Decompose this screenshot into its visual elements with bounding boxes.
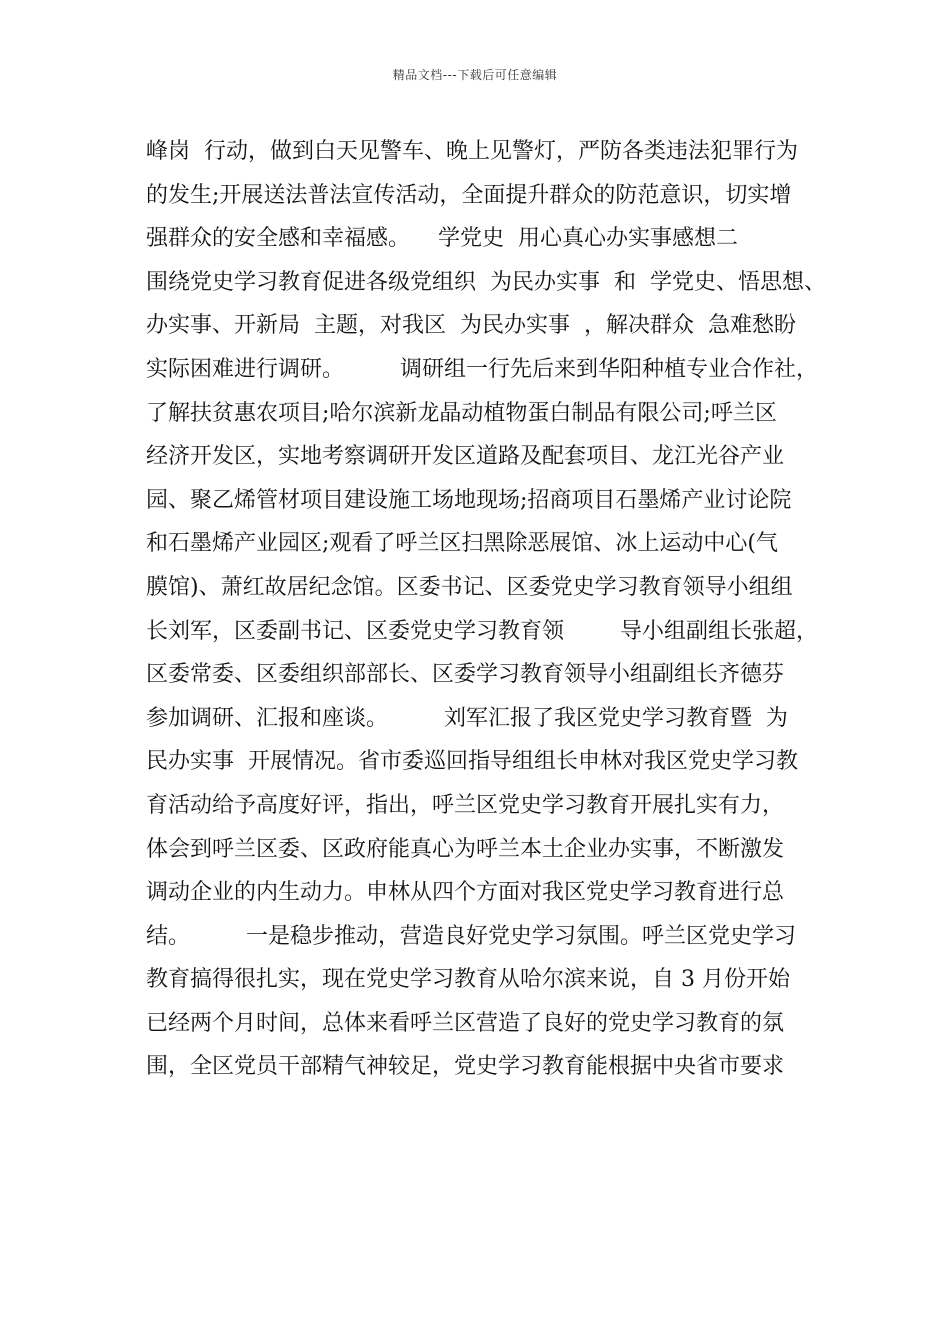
text-line: 围绕党史学习教育促进各级党组织 为民办实事 和 学党史、悟思想、: [146, 269, 826, 295]
text-line: 区委常委、区委组织部部长、区委学习教育领导小组副组长齐德芬: [146, 662, 785, 688]
text-line: 长刘军，区委副书记、区委党史学习教育领 导小组副组长张超，: [146, 618, 818, 644]
text-line: 围，全区党员干部精气神较足，党史学习教育能根据中央省市要求: [146, 1054, 785, 1080]
text-line: 和石墨烯产业园区;观看了呼兰区扫黑除恶展馆、冰上运动中心(气: [146, 531, 778, 557]
page-header: 精品文档---下载后可任意编辑: [392, 68, 558, 82]
text-line: 峰岗 行动，做到白天见警车、晚上见警灯，严防各类违法犯罪行为: [146, 139, 798, 164]
text-line: 参加调研、汇报和座谈。 刘军汇报了我区党史学习教育暨 为: [146, 705, 788, 731]
text-line: 办实事、开新局 主题，对我区 为民办实事 ，解决群众 急难愁盼: [146, 313, 796, 339]
text-line: 实际困难进行调研。 调研组一行先后来到华阳种植专业合作社，: [146, 356, 818, 382]
text-line: 强群众的安全感和幸福感。 学党史 用心真心办实事感想二: [146, 226, 738, 252]
text-line: 经济开发区，实地考察调研开发区道路及配套项目、龙江光谷产业: [146, 444, 785, 470]
text-line: 的发生;开展送法普法宣传活动，全面提升群众的防范意识，切实增: [146, 182, 792, 208]
text-line: 已经两个月时间，总体来看呼兰区营造了良好的党史学习教育的氛: [146, 1010, 785, 1036]
text-line: 了解扶贫惠农项目;哈尔滨新龙晶动植物蛋白制品有限公司;呼兰区: [146, 400, 777, 426]
text-line: 膜馆)、萧红故居纪念馆。区委书记、区委党史学习教育领导小组组: [146, 574, 793, 600]
text-line: 调动企业的内生动力。申林从四个方面对我区党史学习教育进行总: [146, 880, 785, 906]
text-line: 教育搞得很扎实，现在党史学习教育从哈尔滨来说，自 3 月份开始: [146, 967, 790, 993]
text-line: 民办实事 开展情况。省市委巡回指导组组长申林对我区党史学习教: [146, 749, 798, 775]
document-body: [146, 130, 826, 1089]
text-line: 结。 一是稳步推动，营造良好党史学习氛围。呼兰区党史学习: [146, 923, 796, 949]
text-line: 园、聚乙烯管材项目建设施工场地现场;招商项目石墨烯产业讨论院: [146, 487, 792, 513]
text-line: 体会到呼兰区委、区政府能真心为呼兰本土企业办实事，不断激发: [146, 836, 785, 862]
text-line: 育活动给予高度好评，指出，呼兰区党史学习教育开展扎实有力，: [146, 792, 785, 818]
